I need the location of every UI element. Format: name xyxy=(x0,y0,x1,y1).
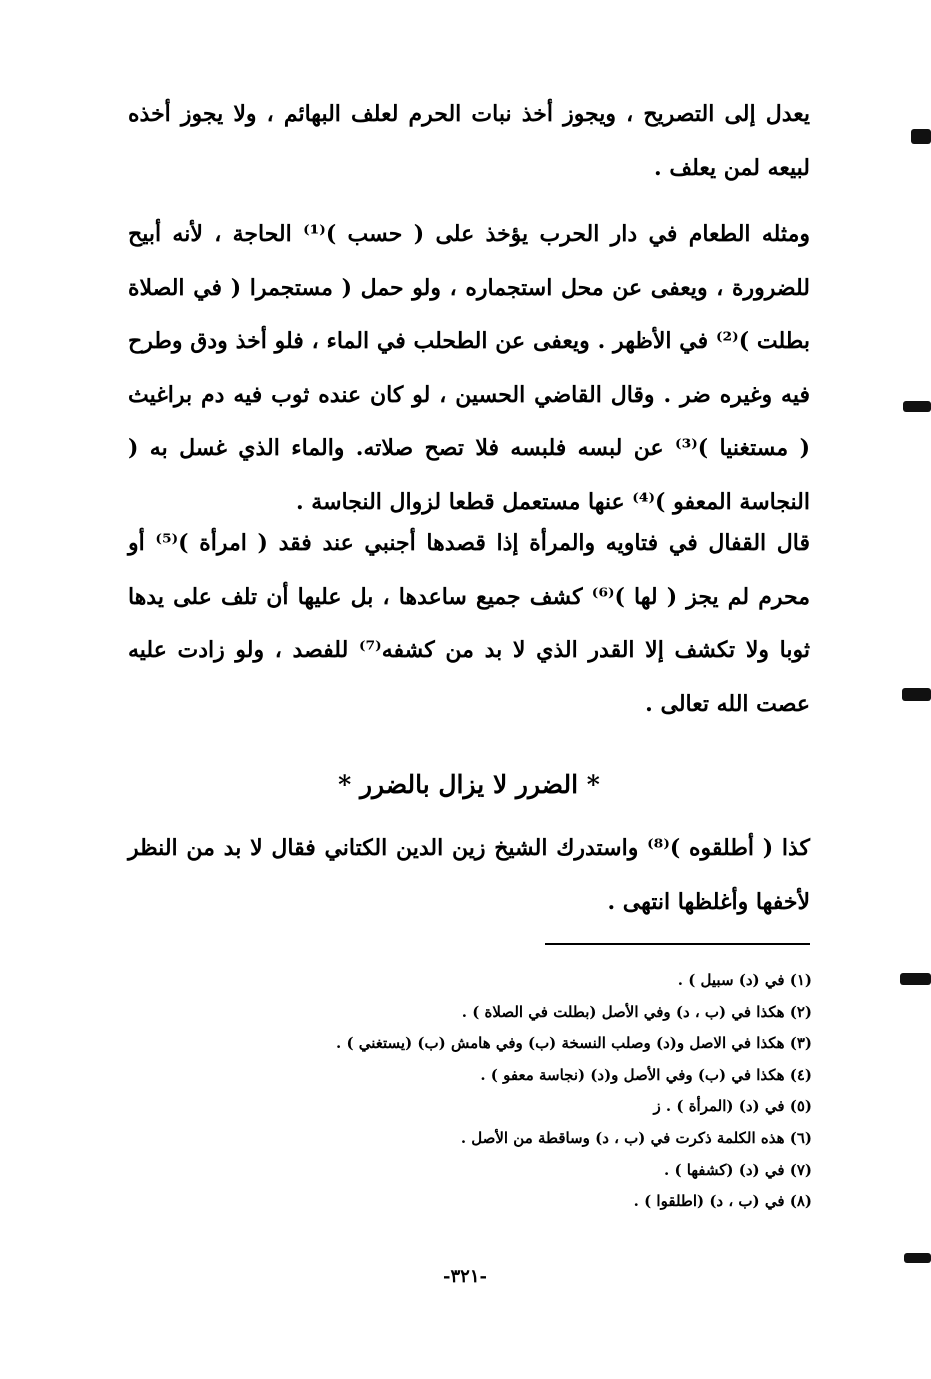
footnote-1: (١) في (د) سبيل ) . xyxy=(677,971,812,989)
paragraph-4: كذا ( أطلقوه )⁽⁸⁾ واستدرك الشيخ زين الدين الكتاني فقال لا بد من النظر لأخفها وأغلظها انتهى . xyxy=(128,835,810,915)
footnote-7: (٧) في (د) (كشفها ) . xyxy=(664,1160,812,1179)
footnotes-list xyxy=(200,965,812,1218)
footnote-6: (٦) هذه الكلمة ذكرت في (ب ، د) وساقطة من الأصل . xyxy=(460,1128,812,1147)
footnote-5: (٥) في (د) (المرأة ) . ز xyxy=(653,1097,812,1116)
footnote-2: (٢) هكذا في (ب ، د) وفي الأصل (بطلت في الصلاة ) . xyxy=(461,1002,812,1021)
margin-mark xyxy=(900,973,931,985)
margin-mark xyxy=(904,1253,931,1263)
margin-mark xyxy=(902,688,931,701)
page-number: -٣٢١- xyxy=(443,1266,487,1287)
footnote-4: (٤) هكذا في (ب) وفي الأصل و(د) (نجاسة معفو ) . xyxy=(480,1065,812,1084)
paragraph-3: قال القفال في فتاويه والمرأة إذا قصدها أجنبي عند فقد ( امرأة )⁽⁵⁾ أو محرم لم يجز ( لها )⁽⁶⁾ كشف جميع ساعدها ، بل عليها أن تلف على يدها ثوبا ولا تكشف إلا القدر الذي لا بد من كشفه⁽⁷⁾ للفصد ، ولو زادت عليه عصت الله تعالى . xyxy=(128,530,810,717)
paragraph-2: ومثله الطعام في دار الحرب يؤخذ على ( حسب )⁽¹⁾ الحاجة ، لأنه أبيح للضرورة ، ويعفى عن محل استجماره ، ولو حمل ( مستجمرا ( في الصلاة بطلت )⁽²⁾ في الأظهر . ويعفى عن الطحلب في الماء ، فلو أخذ ودق وطرح فيه وغيره ضر . وقال القاضي الحسين ، لو كان عنده ثوب فيه دم براغيث ( مستغنيا )⁽³⁾ عن لبسه فلبسه فلا تصح صلاته. والماء الذي غسل به ( النجاسة المعفو )⁽⁴⁾ عنها مستعمل قطعا لزوال النجاسة . xyxy=(128,221,810,515)
footnote-separator xyxy=(545,943,810,945)
paragraph-1: يعدل إلى التصريح ، ويجوز أخذ نبات الحرم لعلف البهائم ، ولا يجوز أخذه لبيعه لمن يعلف . xyxy=(128,101,810,181)
section-heading: * الضرر لا يزال بالضرر * xyxy=(338,770,600,799)
footnote-3: (٣) هكذا في الاصل و(د) وصلب النسخة (ب) وفي هامش (ب) (يستغني ) . xyxy=(336,1034,812,1053)
margin-mark xyxy=(903,401,931,412)
margin-mark xyxy=(911,129,931,144)
footnote-8: (٨) في (ب ، د) (اطلقوا ) . xyxy=(633,1192,812,1211)
